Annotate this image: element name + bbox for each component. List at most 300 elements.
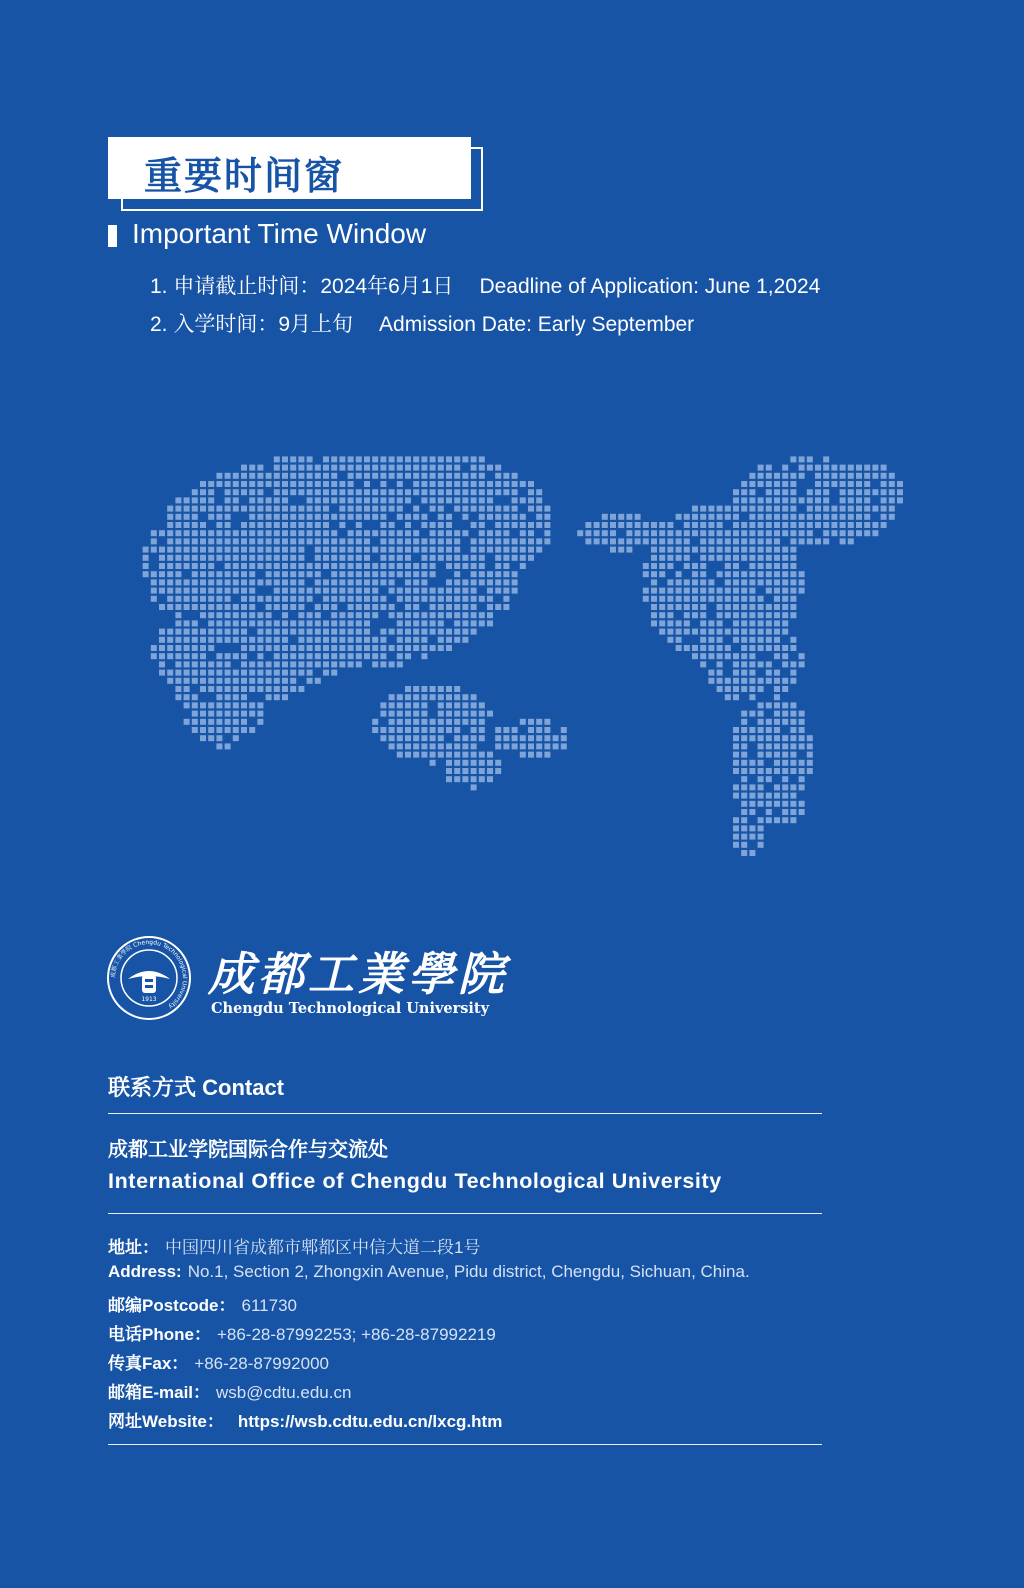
map-dot	[774, 473, 780, 479]
map-dot	[454, 743, 460, 749]
map-dot	[733, 686, 739, 692]
map-dot	[249, 522, 255, 528]
map-dot	[175, 604, 181, 610]
map-dot	[356, 620, 362, 626]
map-dot	[782, 489, 788, 495]
section-title-cn: 重要时间窗	[144, 154, 345, 198]
map-dot	[503, 530, 509, 536]
map-dot	[216, 506, 222, 512]
map-dot	[454, 579, 460, 585]
map-dot	[307, 629, 313, 635]
map-dot	[774, 702, 780, 708]
map-dot	[856, 481, 862, 487]
map-dot	[389, 465, 395, 471]
map-dot	[749, 629, 755, 635]
map-dot	[413, 473, 419, 479]
map-dot	[503, 571, 509, 577]
map-dot	[274, 555, 280, 561]
map-dot	[405, 514, 411, 520]
map-dot	[766, 612, 772, 618]
website-row	[108, 1407, 502, 1432]
map-dot	[741, 719, 747, 725]
map-dot	[216, 719, 222, 725]
map-dot	[741, 620, 747, 626]
map-dot	[471, 719, 477, 725]
map-dot	[766, 620, 772, 626]
email-label: 邮箱E-mail：	[108, 1383, 211, 1402]
map-dot	[421, 579, 427, 585]
map-dot	[758, 530, 764, 536]
map-dot	[274, 670, 280, 676]
map-dot	[184, 637, 190, 643]
map-dot	[430, 588, 436, 594]
map-dot	[708, 547, 714, 553]
map-dot	[430, 752, 436, 758]
map-dot	[487, 768, 493, 774]
map-dot	[282, 489, 288, 495]
map-dot	[462, 481, 468, 487]
map-dot	[700, 653, 706, 659]
map-dot	[175, 620, 181, 626]
map-dot	[790, 530, 796, 536]
map-dot	[758, 661, 764, 667]
map-dot	[782, 514, 788, 520]
map-dot	[216, 727, 222, 733]
map-dot	[848, 538, 854, 544]
map-dot	[364, 538, 370, 544]
map-dot	[462, 456, 468, 462]
map-dot	[799, 809, 805, 815]
map-dot	[184, 645, 190, 651]
map-dot	[790, 670, 796, 676]
map-dot	[659, 538, 665, 544]
map-dot	[331, 629, 337, 635]
map-dot	[413, 629, 419, 635]
map-dot	[413, 547, 419, 553]
map-dot	[758, 711, 764, 717]
map-dot	[782, 547, 788, 553]
map-dot	[717, 637, 723, 643]
map-dot	[659, 596, 665, 602]
map-dot	[643, 571, 649, 577]
map-dot	[544, 735, 550, 741]
map-dot	[651, 596, 657, 602]
map-dot	[233, 694, 239, 700]
map-dot	[454, 538, 460, 544]
map-dot	[192, 538, 198, 544]
map-dot	[430, 481, 436, 487]
map-dot	[241, 547, 247, 553]
map-dot	[421, 481, 427, 487]
map-dot	[749, 579, 755, 585]
office-name-en: International Office of Chengdu Technological University	[108, 1169, 722, 1193]
map-dot	[200, 678, 206, 684]
map-dot	[774, 686, 780, 692]
map-dot	[175, 547, 181, 553]
map-dot	[413, 702, 419, 708]
map-dot	[397, 473, 403, 479]
map-dot	[257, 506, 263, 512]
map-dot	[421, 653, 427, 659]
map-dot	[266, 563, 272, 569]
map-dot	[241, 596, 247, 602]
map-dot	[733, 629, 739, 635]
map-dot	[323, 547, 329, 553]
map-dot	[315, 522, 321, 528]
map-dot	[471, 579, 477, 585]
map-dot	[208, 637, 214, 643]
map-dot	[774, 653, 780, 659]
map-dot	[487, 612, 493, 618]
map-dot	[208, 481, 214, 487]
map-dot	[266, 694, 272, 700]
map-dot	[782, 473, 788, 479]
map-dot	[815, 514, 821, 520]
map-dot	[200, 579, 206, 585]
map-dot	[733, 817, 739, 823]
map-dot	[290, 670, 296, 676]
map-dot	[618, 514, 624, 520]
fax-label: 传真Fax：	[108, 1354, 189, 1373]
map-dot	[733, 620, 739, 626]
map-dot	[380, 514, 386, 520]
map-dot	[274, 588, 280, 594]
map-dot	[430, 760, 436, 766]
map-dot	[790, 645, 796, 651]
map-dot	[257, 547, 263, 553]
map-dot	[307, 506, 313, 512]
map-dot	[323, 473, 329, 479]
map-dot	[446, 481, 452, 487]
map-dot	[266, 637, 272, 643]
map-dot	[274, 456, 280, 462]
map-dot	[520, 530, 526, 536]
map-dot	[766, 719, 772, 725]
map-dot	[233, 538, 239, 544]
map-dot	[454, 686, 460, 692]
map-dot	[274, 579, 280, 585]
map-dot	[766, 735, 772, 741]
map-dot	[528, 735, 534, 741]
website-link[interactable]: https://wsb.cdtu.edu.cn/lxcg.htm	[237, 1412, 503, 1431]
map-dot	[397, 653, 403, 659]
map-dot	[290, 465, 296, 471]
map-dot	[315, 645, 321, 651]
map-dot	[307, 571, 313, 577]
map-dot	[257, 514, 263, 520]
map-dot	[790, 596, 796, 602]
map-dot	[307, 473, 313, 479]
map-dot	[257, 596, 263, 602]
map-dot	[528, 538, 534, 544]
map-dot	[495, 547, 501, 553]
map-dot	[241, 604, 247, 610]
map-dot	[881, 522, 887, 528]
map-dot	[741, 645, 747, 651]
map-dot	[799, 727, 805, 733]
map-dot	[397, 563, 403, 569]
map-dot	[700, 547, 706, 553]
map-dot	[446, 497, 452, 503]
map-dot	[733, 530, 739, 536]
map-dot	[782, 702, 788, 708]
map-dot	[643, 522, 649, 528]
map-dot	[200, 530, 206, 536]
map-dot	[364, 588, 370, 594]
map-dot	[462, 752, 468, 758]
map-dot	[397, 645, 403, 651]
map-dot	[503, 489, 509, 495]
map-dot	[266, 514, 272, 520]
phone-value: +86-28-87992253; +86-28-87992219	[216, 1325, 496, 1344]
map-dot	[216, 743, 222, 749]
map-dot	[749, 588, 755, 594]
map-dot	[389, 604, 395, 610]
map-dot	[512, 735, 518, 741]
map-dot	[864, 473, 870, 479]
map-dot	[421, 711, 427, 717]
map-dot	[897, 489, 903, 495]
map-dot	[430, 456, 436, 462]
map-dot	[249, 555, 255, 561]
map-dot	[520, 497, 526, 503]
map-dot	[725, 604, 731, 610]
map-dot	[389, 555, 395, 561]
map-dot	[413, 735, 419, 741]
map-dot	[225, 547, 231, 553]
map-dot	[725, 547, 731, 553]
map-dot	[815, 489, 821, 495]
map-dot	[282, 604, 288, 610]
map-dot	[356, 596, 362, 602]
map-dot	[774, 752, 780, 758]
seal-year: 1913	[141, 996, 157, 1003]
map-dot	[249, 571, 255, 577]
map-dot	[454, 465, 460, 471]
map-dot	[536, 719, 542, 725]
map-dot	[446, 719, 452, 725]
map-dot	[430, 735, 436, 741]
map-dot	[241, 620, 247, 626]
map-dot	[758, 817, 764, 823]
map-dot	[184, 596, 190, 602]
map-dot	[184, 588, 190, 594]
map-dot	[676, 538, 682, 544]
map-dot	[782, 555, 788, 561]
map-dot	[192, 711, 198, 717]
map-dot	[175, 514, 181, 520]
map-dot	[274, 530, 280, 536]
map-dot	[815, 481, 821, 487]
map-dot	[758, 538, 764, 544]
map-dot	[364, 645, 370, 651]
map-dot	[741, 629, 747, 635]
map-dot	[733, 612, 739, 618]
map-dot	[315, 604, 321, 610]
map-dot	[438, 743, 444, 749]
map-dot	[274, 620, 280, 626]
map-dot	[774, 711, 780, 717]
map-dot	[389, 571, 395, 577]
map-dot	[462, 497, 468, 503]
map-dot	[249, 538, 255, 544]
map-dot	[356, 456, 362, 462]
map-dot	[503, 743, 509, 749]
map-dot	[766, 489, 772, 495]
map-dot	[364, 465, 370, 471]
map-dot	[446, 645, 452, 651]
map-dot	[364, 571, 370, 577]
map-dot	[454, 506, 460, 512]
map-dot	[766, 776, 772, 782]
email-link[interactable]: wsb@cdtu.edu.cn	[216, 1383, 352, 1402]
map-dot	[348, 473, 354, 479]
map-dot	[512, 538, 518, 544]
map-dot	[184, 620, 190, 626]
map-dot	[184, 579, 190, 585]
map-dot	[167, 530, 173, 536]
map-dot	[462, 760, 468, 766]
map-dot	[766, 702, 772, 708]
map-dot	[733, 768, 739, 774]
map-dot	[528, 530, 534, 536]
map-dot	[200, 661, 206, 667]
map-dot	[848, 489, 854, 495]
map-dot	[225, 711, 231, 717]
map-dot	[356, 612, 362, 618]
map-dot	[192, 653, 198, 659]
map-dot	[717, 612, 723, 618]
map-dot	[454, 571, 460, 577]
map-dot	[487, 530, 493, 536]
map-dot	[397, 530, 403, 536]
map-dot	[881, 514, 887, 520]
map-dot	[717, 588, 723, 594]
map-dot	[430, 538, 436, 544]
map-dot	[143, 563, 149, 569]
map-dot	[799, 465, 805, 471]
map-dot	[372, 489, 378, 495]
map-dot	[225, 555, 231, 561]
map-dot	[167, 555, 173, 561]
map-dot	[667, 637, 673, 643]
map-dot	[684, 538, 690, 544]
map-dot	[430, 686, 436, 692]
map-dot	[733, 784, 739, 790]
map-dot	[249, 711, 255, 717]
map-dot	[290, 579, 296, 585]
map-dot	[380, 711, 386, 717]
map-dot	[479, 497, 485, 503]
map-dot	[495, 768, 501, 774]
map-dot	[848, 497, 854, 503]
map-dot	[356, 530, 362, 536]
map-dot	[717, 530, 723, 536]
map-dot	[733, 588, 739, 594]
map-dot	[315, 612, 321, 618]
map-dot	[339, 522, 345, 528]
map-dot	[315, 579, 321, 585]
map-dot	[274, 481, 280, 487]
map-dot	[643, 530, 649, 536]
map-dot	[733, 522, 739, 528]
map-dot	[257, 645, 263, 651]
map-dot	[864, 522, 870, 528]
map-dot	[725, 555, 731, 561]
map-dot	[733, 670, 739, 676]
map-dot	[659, 530, 665, 536]
map-dot	[438, 629, 444, 635]
map-dot	[167, 588, 173, 594]
map-dot	[307, 522, 313, 528]
map-dot	[413, 563, 419, 569]
map-dot	[372, 465, 378, 471]
map-dot	[274, 489, 280, 495]
map-dot	[282, 620, 288, 626]
map-dot	[413, 489, 419, 495]
map-dot	[233, 711, 239, 717]
map-dot	[438, 645, 444, 651]
map-dot	[331, 579, 337, 585]
map-dot	[175, 563, 181, 569]
map-dot	[397, 612, 403, 618]
map-dot	[323, 514, 329, 520]
map-dot	[741, 735, 747, 741]
map-dot	[807, 506, 813, 512]
map-dot	[774, 719, 780, 725]
map-dot	[315, 571, 321, 577]
map-dot	[331, 645, 337, 651]
map-dot	[216, 604, 222, 610]
map-dot	[397, 497, 403, 503]
map-dot	[766, 768, 772, 774]
map-dot	[438, 538, 444, 544]
map-dot	[651, 588, 657, 594]
map-dot	[659, 629, 665, 635]
map-dot	[758, 645, 764, 651]
map-dot	[676, 530, 682, 536]
map-dot	[741, 678, 747, 684]
map-dot	[585, 538, 591, 544]
map-dot	[405, 604, 411, 610]
map-dot	[749, 506, 755, 512]
map-dot	[380, 547, 386, 553]
map-dot	[315, 555, 321, 561]
map-dot	[200, 719, 206, 725]
divider	[108, 1113, 822, 1114]
map-dot	[290, 571, 296, 577]
map-dot	[438, 588, 444, 594]
map-dot	[290, 686, 296, 692]
map-dot	[692, 506, 698, 512]
map-dot	[749, 686, 755, 692]
map-dot	[733, 743, 739, 749]
map-dot	[766, 661, 772, 667]
map-dot	[348, 538, 354, 544]
map-dot	[348, 620, 354, 626]
map-dot	[471, 629, 477, 635]
map-dot	[315, 497, 321, 503]
map-dot	[692, 530, 698, 536]
map-dot	[462, 514, 468, 520]
map-dot	[192, 530, 198, 536]
map-dot	[856, 497, 862, 503]
map-dot	[471, 506, 477, 512]
map-dot	[700, 596, 706, 602]
map-dot	[274, 604, 280, 610]
map-dot	[405, 612, 411, 618]
map-dot	[307, 456, 313, 462]
